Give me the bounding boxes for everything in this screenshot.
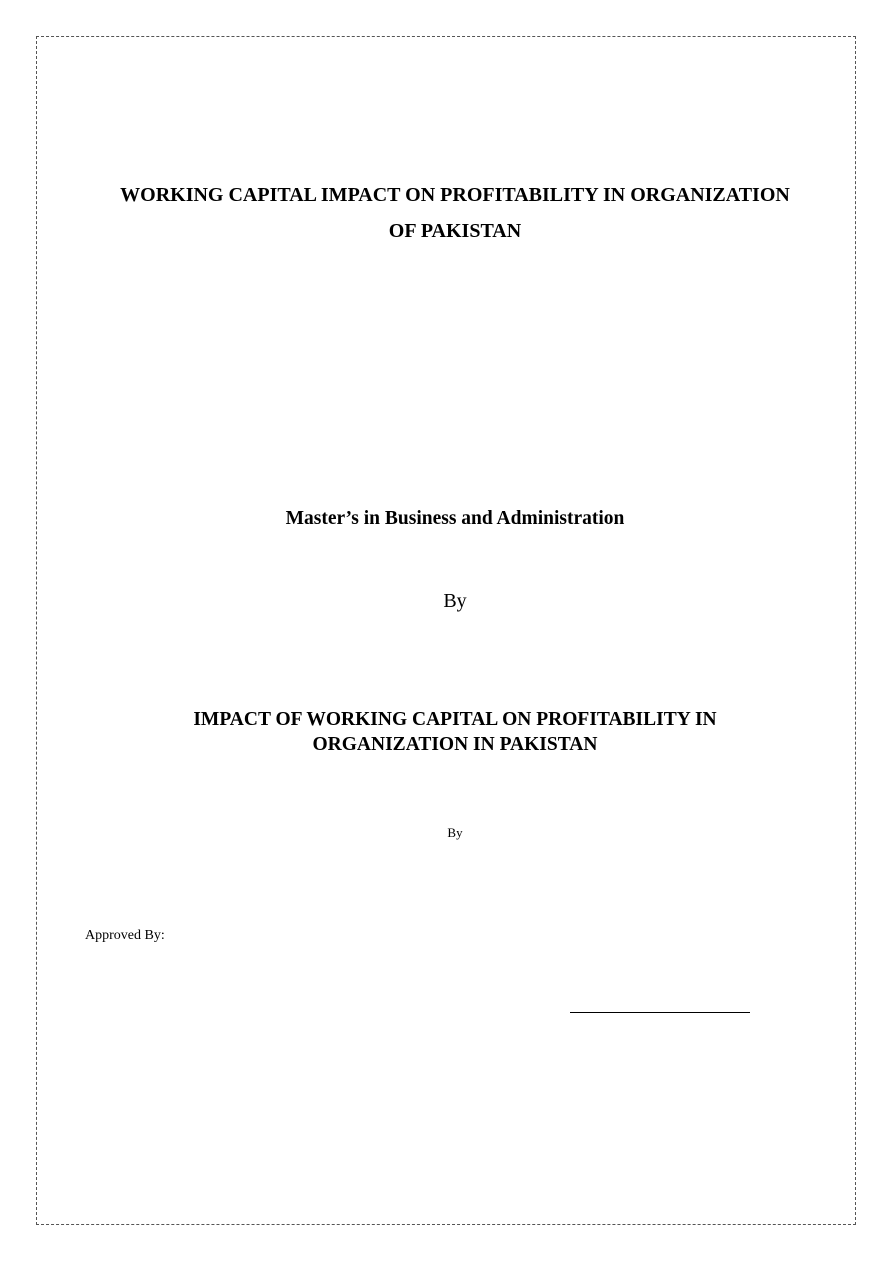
by-label-1: By — [443, 590, 467, 612]
by-label-2: By — [447, 825, 463, 840]
signature-line — [570, 1012, 750, 1013]
subtitle-line-1: IMPACT OF WORKING CAPITAL ON PROFITABILITY IN — [193, 709, 717, 730]
document-title — [80, 177, 830, 249]
approved-by-label: Approved By: — [85, 928, 165, 943]
document-subtitle — [0, 707, 893, 757]
subtitle-line-2: ORGANIZATION IN PAKISTAN — [312, 734, 598, 755]
title-line-1: WORKING CAPITAL IMPACT ON PROFITABILITY IN ORGANIZATION — [120, 184, 790, 206]
title-line-2: OF PAKISTAN — [388, 220, 522, 242]
degree-name: Master’s in Business and Administration — [285, 508, 625, 529]
